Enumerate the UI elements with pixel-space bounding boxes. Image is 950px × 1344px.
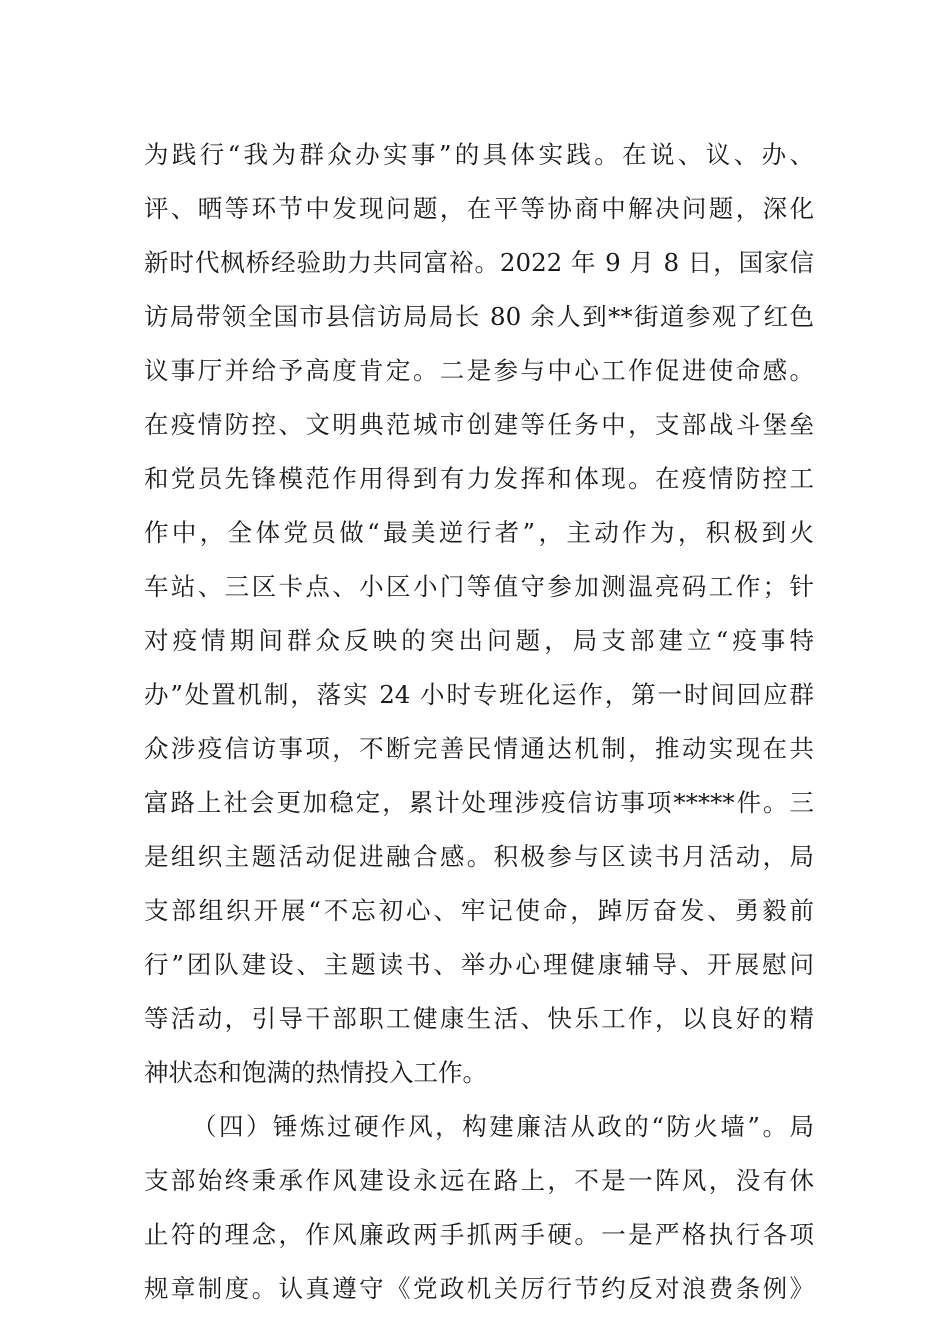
text-line: 为践行“我为群众办实事”的具体实践。在说、议、办、	[144, 140, 814, 169]
text-line: 对疫情期间群众反映的突出问题，局支部建立“疫事特	[144, 626, 814, 655]
text-line: 办”处置机制，落实 24 小时专班化运作，第一时间回应群	[144, 680, 814, 709]
text-line: 在疫情防控、文明典范城市创建等任务中，支部战斗堡垒	[144, 410, 814, 439]
text-line: 是组织主题活动促进融合感。积极参与区读书月活动，局	[144, 842, 814, 871]
text-line: 等活动，引导干部职工健康生活、快乐工作，以良好的精	[144, 1004, 814, 1033]
text-line: 行”团队建设、主题读书、举办心理健康辅导、开展慰问	[144, 950, 814, 979]
text-line: 车站、三区卡点、小区小门等值守参加测温亮码工作；针	[144, 572, 814, 601]
text-line: 众涉疫信访事项，不断完善民情通达机制，推动实现在共	[144, 734, 814, 763]
text-line: 作中，全体党员做“最美逆行者”，主动作为，积极到火	[144, 518, 814, 547]
text-line: 止符的理念，作风廉政两手抓两手硬。一是严格执行各项	[144, 1220, 814, 1249]
text-line-paragraph-end: 神状态和饱满的热情投入工作。	[144, 1058, 487, 1087]
text-line: 富路上社会更加稳定，累计处理涉疫信访事项*****件。三	[144, 788, 814, 817]
text-line: 和党员先锋模范作用得到有力发挥和体现。在疫情防控工	[144, 464, 814, 493]
text-line: 访局带领全国市县信访局局长 80 余人到**街道参观了红色	[144, 302, 814, 331]
section-heading-line: （四）锤炼过硬作风，构建廉洁从政的“防火墙”。局	[192, 1112, 814, 1141]
text-line: 支部组织开展“不忘初心、牢记使命，踔厉奋发、勇毅前	[144, 896, 814, 925]
text-line: 评、晒等环节中发现问题，在平等协商中解决问题，深化	[144, 194, 814, 223]
text-line: 支部始终秉承作风建设永远在路上，不是一阵风，没有休	[144, 1166, 814, 1195]
text-line: 议事厅并给予高度肯定。二是参与中心工作促进使命感。	[144, 356, 814, 385]
text-line: 规章制度。认真遵守《党政机关厉行节约反对浪费条例》	[144, 1274, 814, 1303]
text-line: 新时代枫桥经验助力共同富裕。2022 年 9 月 8 日，国家信	[144, 248, 814, 277]
